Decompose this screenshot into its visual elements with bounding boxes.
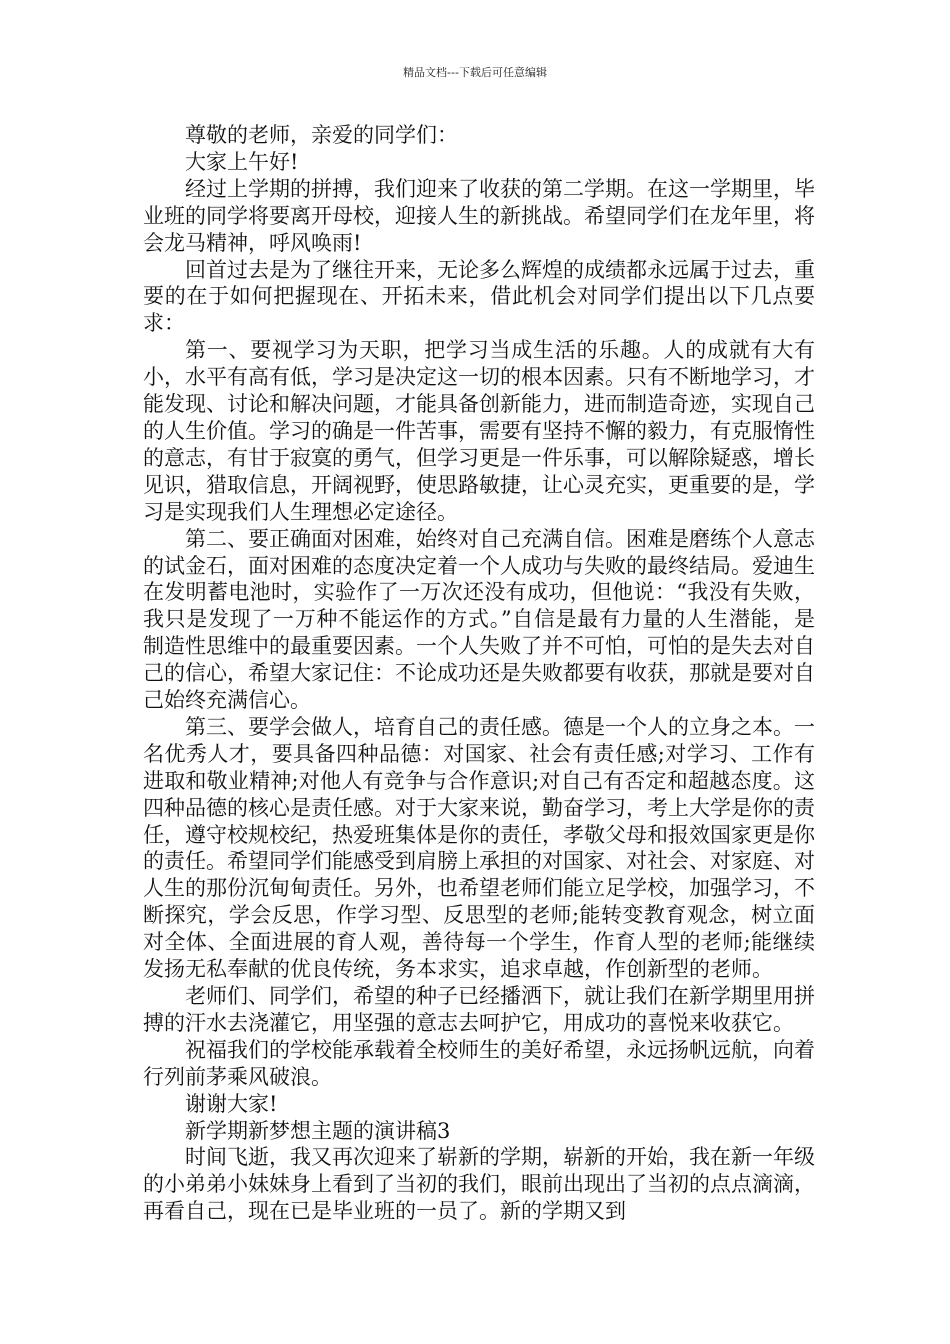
paragraph-point-2: 第二、要正确面对困难，始终对自己充满自信。困难是磨练个人意志的试金石，面对困难的态度决定着一个人成功与失败的最终结局。爱迪生在发明蓄电池时，实验作了一万次还没有成功，但他说：“我没有失败，我只是发现了一万种不能运作的方式。”自信是最有力量的人生潜能，是制造性思维中的最重要因素。一个人失败了并不可怕，可怕的是失去对自己的信心，希望大家记住：不论成功还是失败都要有收获，那就是要对自己始终充满信心。: [143, 526, 815, 713]
paragraph-blessing: 祝福我们的学校能承载着全校师生的美好希望，永远扬帆远航，向着行列前茅乘风破浪。: [143, 1037, 815, 1089]
paragraph-speech-3-start: 时间飞逝，我又再次迎来了崭新的学期，崭新的开始，我在新一年级的小弟弟小妹妹身上看到了当初的我们，眼前出现出了当初的点点滴滴，再看自己，现在已是毕业班的一员了。新的学期又到: [143, 1145, 815, 1224]
paragraph-review: 回首过去是为了继往开来，无论多么辉煌的成绩都永远属于过去，重要的在于如何把握现在、开拓未来，借此机会对同学们提出以下几点要求：: [143, 257, 815, 336]
thanks-line: 谢谢大家!: [185, 1091, 278, 1116]
greeting: 大家上午好!: [185, 149, 299, 174]
paragraph-intro: 经过上学期的拼搏，我们迎来了收获的第二学期。在这一学期里，毕业班的同学将要离开母校，迎接人生的新挑战。希望同学们在龙年里，将会龙马精神，呼风唤雨!: [143, 176, 815, 255]
salutation: 尊敬的老师，亲爱的同学们：: [185, 123, 458, 147]
page-header: 精品文档---下载后可任意编辑: [403, 66, 547, 79]
paragraph-closing: 老师们、同学们，希望的种子已经播洒下，就让我们在新学期里用拼搏的汗水去浇灌它，用坚强的意志去呵护它，用成功的喜悦来收获它。: [143, 984, 815, 1035]
speech-title: 新学期新梦想主题的演讲稿3: [185, 1118, 451, 1143]
paragraph-point-1: 第一、要视学习为天职，把学习当成生活的乐趣。人的成就有大有小，水平有高有低，学习是决定这一切的根本因素。只有不断地学习，才能发现、讨论和解决问题，才能具备创新能力，进而制造奇迹，实现自己的人生价值。学习的确是一件苦事，需要有坚持不懈的毅力，有克服惰性的意志，有甘于寂寞的勇气，但学习更是一件乐事，可以解除疑惑，增长见识，猎取信息，开阔视野，使思路敏捷，让心灵充实，更重要的是，学习是实现我们人生理想必定途径。: [143, 338, 815, 524]
document-body: [143, 122, 815, 1225]
paragraph-point-3: 第三、要学会做人，培育自己的责任感。德是一个人的立身之本。一名优秀人才，要具备四种品德：对国家、社会有责任感;对学习、工作有进取和敬业精神;对他人有竞争与合作意识;对自己有否定和超越态度。这四种品德的核心是责任感。对于大家来说，勤奋学习，考上大学是你的责任，遵守校规校纪，热爱班集体是你的责任，孝敬父母和报效国家更是你的责任。希望同学们能感受到肩膀上承担的对国家、对社会、对家庭、对人生的那份沉甸甸责任。另外，也希望老师们能立足学校，加强学习，不断探究，学会反思，作学习型、反思型的老师;能转变教育观念，树立面对全体、全面进展的育人观，善待每一个学生，作育人型的老师;能继续发扬无私奉献的优良传统，务本求实，追求卓越，作创新型的老师。: [143, 714, 815, 982]
